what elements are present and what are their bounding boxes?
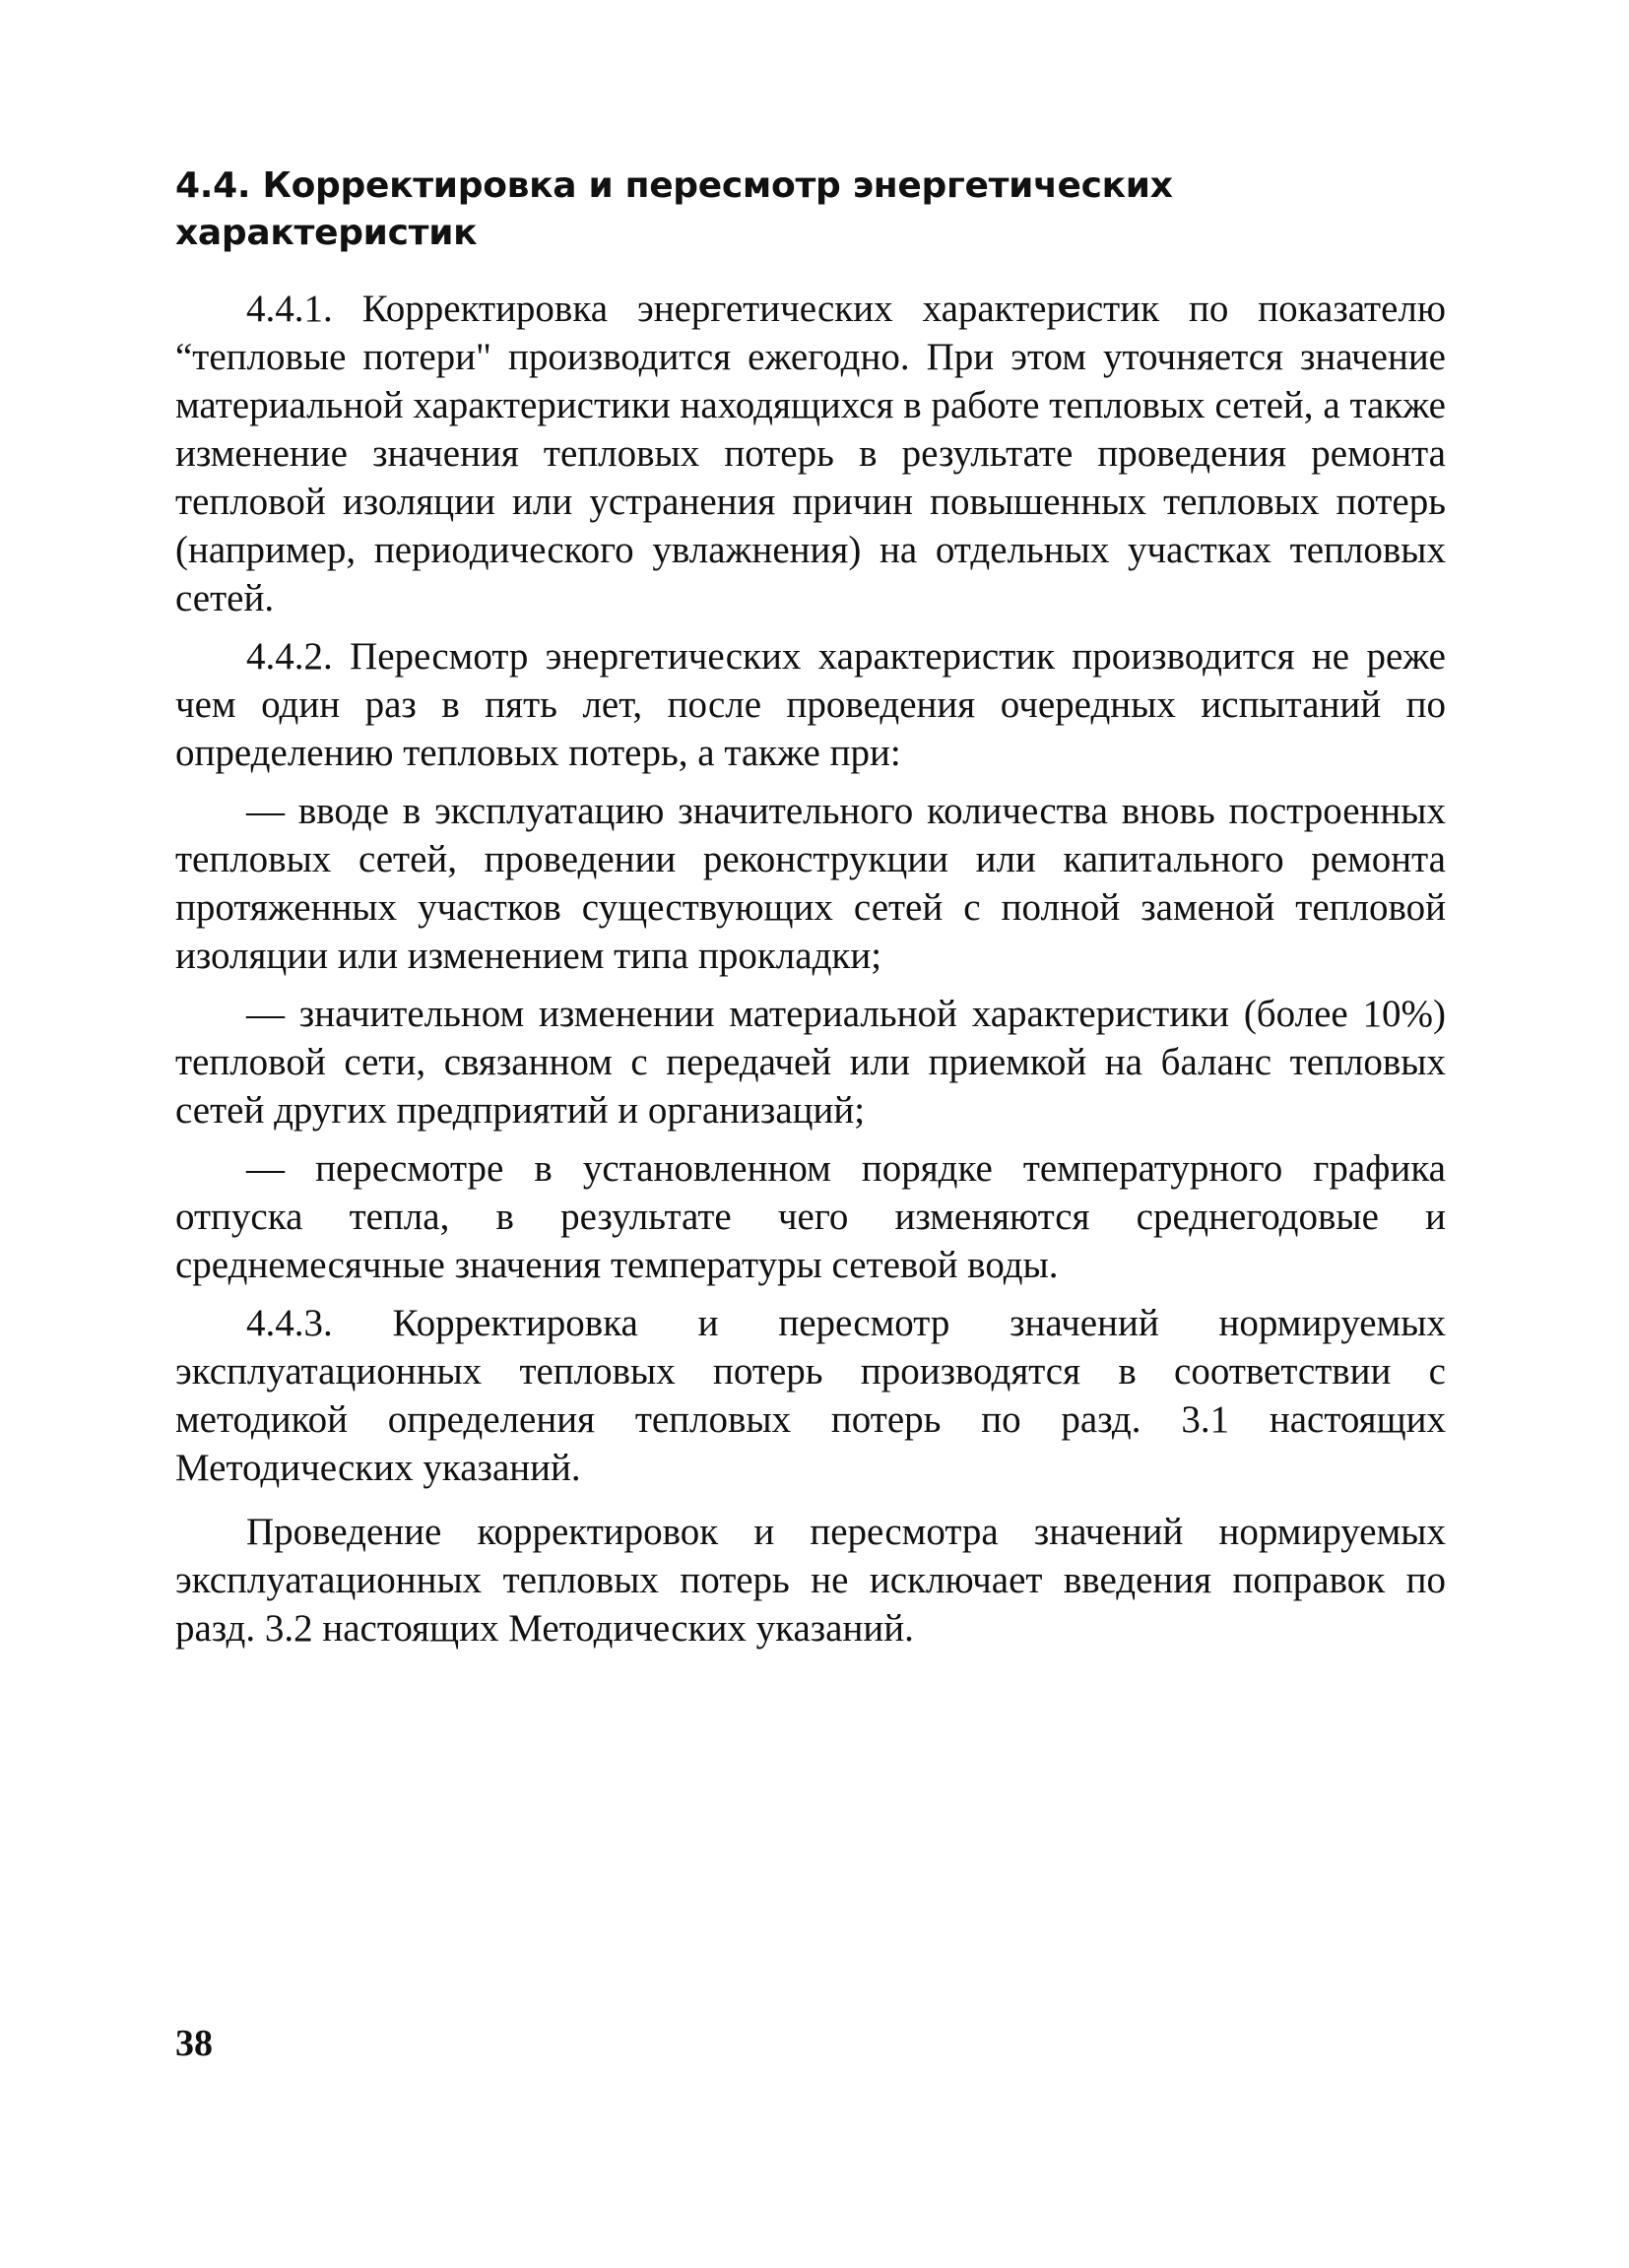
- list-item-temperature-schedule: — пересмотре в установленном порядке температурного графика отпуска тепла, в результате чего изменяются среднегодовые и среднемесячные значения температуры сетевой воды.: [175, 1147, 1446, 1286]
- section-title: 4.4. Корректировка и пересмотр энергетических характеристик: [175, 165, 1173, 253]
- paragraph-4-4-1: 4.4.1. Корректировка энергетических характеристик по показателю “тепловые потери" производится ежегодно. При этом уточняется значение материальной характеристики находящихся в работе тепловых сетей, а также изменение значения тепловых потерь в результате проведения ремонта тепловой изоляции или устранения причин повышенных тепловых потерь (например, периодического увлажнения) на отдельных участках тепловых сетей.: [175, 288, 1446, 619]
- list-item-commissioning: — вводе в эксплуатацию значительного количества вновь построенных тепловых сетей, проведении реконструкции или капитального ремонта протяженных участков существующих сетей с полной заменой тепловой изоляции или изменением типа прокладки;: [175, 790, 1446, 977]
- document-page: [175, 162, 1446, 1662]
- paragraph-4-4-2: 4.4.2. Пересмотр энергетических характеристик производится не реже чем один раз в пять лет, после проведения очередных испытаний по определению тепловых потерь, а также при:: [175, 635, 1446, 774]
- list-item-material-change: — значительном изменении материальной характеристики (более 10%) тепловой сети, связанном с передачей или приемкой на баланс тепловых сетей других предприятий и организаций;: [175, 993, 1446, 1132]
- paragraph-corrections-note: Проведение корректировок и пересмотра значений нормируемых эксплуатационных тепловых потерь не исключает введения поправок по разд. 3.2 настоящих Методических указаний.: [175, 1511, 1446, 1650]
- page-number: 38: [175, 2023, 213, 2064]
- paragraph-4-4-3: 4.4.3. Корректировка и пересмотр значений нормируемых эксплуатационных тепловых потерь производятся в соответствии с методикой определения тепловых потерь по разд. 3.1 настоящих Методических указаний.: [175, 1302, 1446, 1489]
